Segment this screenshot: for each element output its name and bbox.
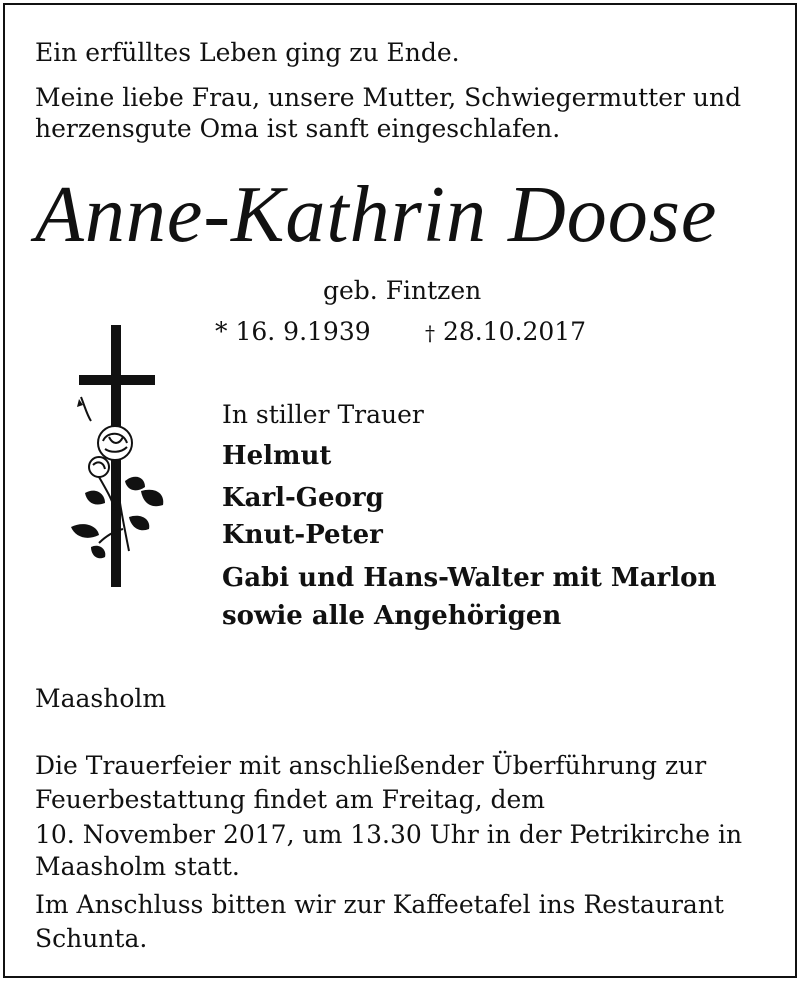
service-line: Feuerbestattung findet am Freitag, dem xyxy=(35,785,546,814)
mourner-name: Karl-Georg xyxy=(222,483,384,513)
cross-with-rose-icon xyxy=(69,321,169,593)
service-line: Im Anschluss bitten wir zur Kaffeetafel ins Restaurant xyxy=(35,890,724,919)
service-line: Maasholm statt. xyxy=(35,852,240,881)
service-line: Schunta. xyxy=(35,924,148,953)
mourner-name: Helmut xyxy=(222,441,332,471)
death-date-line xyxy=(425,314,586,351)
mourner-name: Knut-Peter xyxy=(222,520,383,550)
birth-date-line xyxy=(215,314,371,350)
mourner-name: Gabi und Hans-Walter mit Marlon xyxy=(222,563,717,593)
intro-line-3: herzensgute Oma ist sanft eingeschlafen. xyxy=(35,114,561,143)
intro-line-2: Meine liebe Frau, unsere Mutter, Schwiegermutter und xyxy=(35,83,742,112)
maiden-name: geb. Fintzen xyxy=(323,276,482,305)
birth-date: 16. 9.1939 xyxy=(235,317,371,346)
birth-symbol: * xyxy=(215,317,228,346)
place-name: Maasholm xyxy=(35,684,167,713)
death-date: 28.10.2017 xyxy=(442,317,587,346)
mourning-intro: In stiller Trauer xyxy=(222,400,424,429)
service-line: 10. November 2017, um 13.30 Uhr in der Petrikirche in xyxy=(35,820,743,849)
mourner-name: sowie alle Angehörigen xyxy=(222,601,562,631)
deceased-name: Anne-Kathrin Doose xyxy=(35,171,718,259)
death-symbol: † xyxy=(425,321,435,345)
intro-line-1: Ein erfülltes Leben ging zu Ende. xyxy=(35,38,460,67)
obituary-notice xyxy=(3,3,797,978)
service-line: Die Trauerfeier mit anschließender Überführung zur xyxy=(35,751,707,780)
